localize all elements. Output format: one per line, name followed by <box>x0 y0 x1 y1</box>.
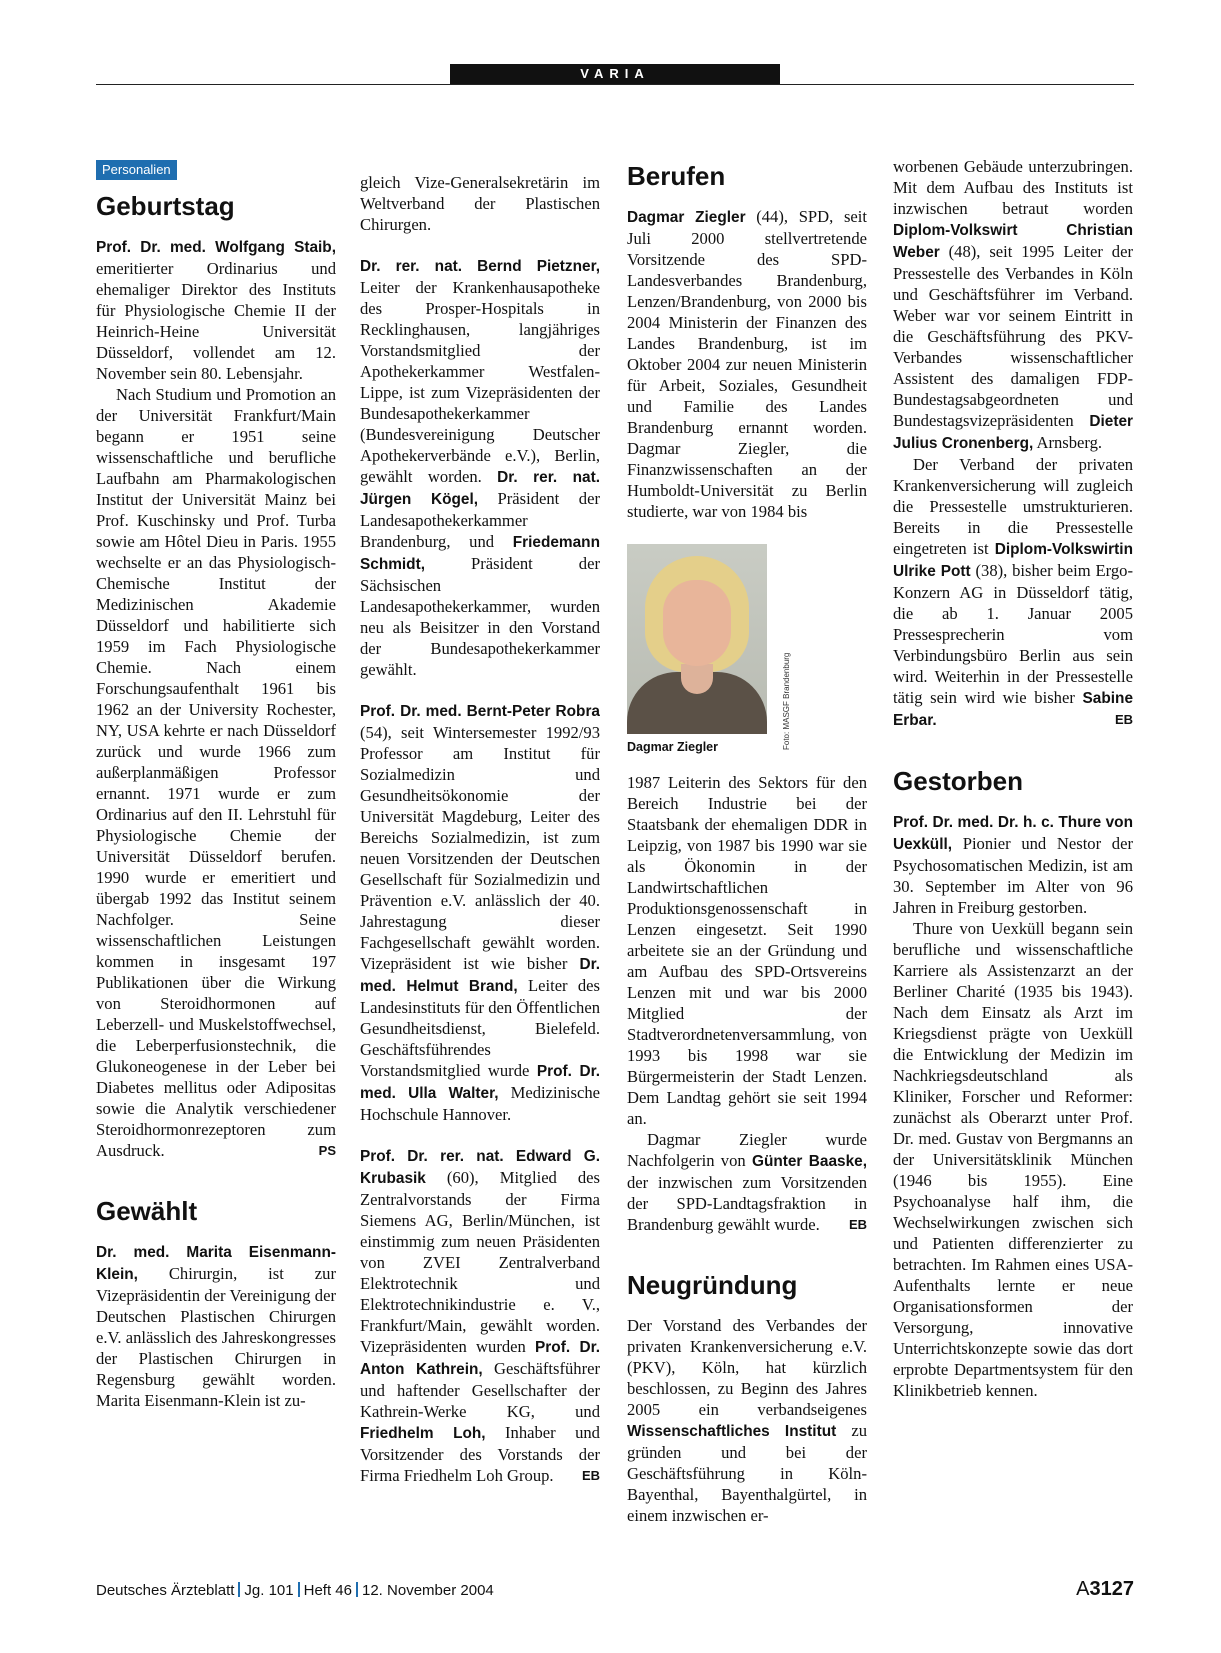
author-signature: EB <box>848 1217 867 1232</box>
ziegler-career: 1987 Leiterin des Sektors für den Bereich Industrie bei der Staatsbank der ehemaligen DDR in Leipzig, von 1987 bis 1990 war sie als Ökonomin in der Landwirtschaftlichen Produktionsgenossenschaft in Lenzen eingesetzt. Seit 1990 arbeitete sie an der Gründung und am Aufbau des SPD-Ortsvereins Lenzen mit und war bis 2000 Mitglied der Stadtverordnetenversammlung, von 1993 bis 1998 war sie Bürgermeisterin der Stadt Lenzen. Dem Landtag gehört sie seit 1994 an. <box>627 773 867 1128</box>
eisenmann-entry: Dr. med. Marita Eisenmann-Klein, Chirurgin, ist zur Vizepräsidentin der Vereinigung der Deutschen Plastischen Chirurgen e.V. anlässlich des Jahreskongresses der Plastischen Chirurgen in Regensburg gewählt worden. Marita Eisenmann-Klein ist zu- <box>96 1244 336 1410</box>
eisenmann-continuation: gleich Vize-Generalsekretärin im Weltverband der Plastischen Chirurgen. <box>360 173 600 234</box>
photo-credit: Foto: MASGF Brandenburg <box>782 652 791 750</box>
heading-geburtstag: Geburtstag <box>96 191 235 221</box>
page-footer <box>96 1578 1134 1606</box>
staib-biography: Nach Studium und Promotion an der Universität Frankfurt/Main begann er 1951 seine wissenschaftliche und berufliche Laufbahn am Pharmakologischen Institut der Universität Mainz bei Prof. Kuschinsky und Prof. Turba sowie am Hôtel Dieu in Paris. 1955 wechselte er an das Physiologisch-Chemische Institut der Medizinischen Akademie Düsseldorf und habilitierte sich 1959 im Fach Physiologische Chemie. Nach einem Forschungsaufenthalt 1961 bis 1962 an der University Rochester, NY, USA kehrte er nach Düsseldorf zurück und wurde 1966 zum außerplanmäßigen Professor ernannt. 1971 wurde er zum Ordinarius auf den II. Lehrstuhl für Physiologische Chemie der Universität Düsseldorf berufen. 1990 wurde er emeritiert und übergab 1992 das Institut seinem Nachfolger. Seine wissenschaftlichen Leistungen kommen in insgesamt 197 Publikationen über die Wirkung von Steroidhormonen auf Leberzell- und Muskelstoffwechsel, die Leberperfusionstechnik, die Glukoneogenese in der Leber bei Diabetes mellitus oder Adipositas sowie die Analytik verschiedener Steroidhormonrezeptoren zum Ausdruck. PS <box>96 385 336 1160</box>
heading-neugruendung: Neugründung <box>627 1270 798 1300</box>
column-1 <box>96 160 336 1411</box>
pietzner-entry: Dr. rer. nat. Bernd Pietzner, Leiter der Krankenhausapotheke des Prosper-Hospitals in Recklinghausen, langjähriges Vorstandsmitglied der Apothekerkammer Westfalen-Lippe, ist zum Vizepräsidenten der Bundesapothekerkammer (Bundesvereinigung Deutscher Apothekerverbände e.V.), Berlin, gewählt worden. Dr. rer. nat. Jürgen Kögel, Präsident der Landesapothekerkammer Brandenburg, und Friedemann Schmidt, Präsident der Sächsischen Landesapothekerkammer, wurden neu als Beisitzer in den Vorstand der Bundesapothekerkammer gewählt. <box>360 258 600 679</box>
section-header: VARIA <box>450 64 780 84</box>
staib-entry: Prof. Dr. med. Wolfgang Staib, emeritierter Ordinarius und ehemaliger Direktor des Instituts für Physiologische Chemie II der Heinrich-Heine Universität Düsseldorf, vollendet am 12. November sein 80. Lebensjahr. <box>96 239 336 383</box>
column-4 <box>893 156 1133 1401</box>
author-signature: EB <box>1114 712 1133 727</box>
uexkuell-biography: Thure von Uexküll begann sein berufliche und wissenschaftliche Karriere als Assistenzarzt an der Berliner Charité (1935 bis 1943). Nach dem Einsatz als Arzt im Kriegsdienst prägte von Uexküll die Entwicklung der Medizin im Nachkriegsdeutschland als Kliniker, Forscher und Reformer: zunächst als Oberarzt unter Prof. Dr. med. Gustav von Bergmanns an der Universitätsklinik München (1946 bis 1955). Eine Psychoanalyse half ihm, die Wechselwirkungen zwischen sich und Patienten differenzierter zu betrachten. Im Rahmen eines USA-Aufenthalts lernte er neue Organisationsformen der Versorgung, innovative Unterrichtskonzepte sowie das dort erprobte Departmentsystem für den Klinikbetrieb kennen. <box>893 919 1133 1400</box>
pressestelle-entry: Der Verband der privaten Krankenversicherung will zugleich die Pressestelle umstrukturieren. Bereits in die Pressestelle eingetreten ist Diplom-Volkswirtin Ulrike Pott (38), bisher beim Ergo-Konzern AG in Düsseldorf tätig, die ab 1. Januar 2005 Pressesprecherin vom Verbindungsbüro Berlin aus sein wird. Weiterhin in der Pressestelle tätig sein wird wie bisher Sabine Erbar. EB <box>893 455 1133 729</box>
portrait-photo <box>627 544 767 734</box>
column-3 <box>627 160 867 1526</box>
volume: Jg. 101 <box>244 1582 294 1599</box>
uexkuell-entry: Prof. Dr. med. Dr. h. c. Thure von Uexküll, Pionier und Nestor der Psychosomatischen Medizin, ist am 30. September im Alter von 96 Jahren in Freiburg gestorben. <box>893 814 1133 917</box>
heading-berufen: Berufen <box>627 161 726 191</box>
column-2 <box>360 172 600 1486</box>
journal-name: Deutsches Ärzteblatt <box>96 1582 235 1599</box>
photo-caption: Dagmar Ziegler <box>627 740 719 754</box>
header-rule <box>96 84 1134 85</box>
issue-date: 12. November 2004 <box>362 1582 494 1599</box>
issue: Heft 46 <box>303 1582 352 1599</box>
krubasik-entry: Prof. Dr. rer. nat. Edward G. Krubasik (60), Mitglied des Zentralvorstands der Firma Siemens AG, Berlin/München, ist einstimmig zum neuen Präsidenten von ZVEI Zentralverband Elektrotechnik und Elektrotechnikindustrie e. V., Frankfurt/Main, gewählt worden. Vizepräsidenten wurden Prof. Dr. Anton Kathrein, Geschäftsführer und haftender Gesellschafter der Kathrein-Werke KG, und Friedhelm Loh, Inhaber und Vorsitzender des Vorstands der Firma Friedhelm Loh Group. EB <box>360 1148 600 1485</box>
person-name: Prof. Dr. med. Wolfgang Staib, <box>96 239 336 256</box>
author-signature: PS <box>318 1143 336 1158</box>
footer-citation <box>96 1582 1134 1599</box>
neugruendung-entry: Der Vorstand des Verbandes der privaten Krankenversicherung e.V. (PKV), Köln, hat kürzlich beschlossen, zu Beginn des Jahres 2005 ein verbandseigenes Wissenschaftliches Institut zu gründen und bei der Geschäftsführung in Köln-Bayenthal, Bayenthalgürtel, in einem inzwischen er- <box>627 1316 867 1525</box>
robra-entry: Prof. Dr. med. Bernt-Peter Robra (54), seit Wintersemester 1992/93 Professor am Institut für Sozialmedizin und Gesundheitsökonomie der Universität Magdeburg, Leiter des Bereichs Sozialmedizin, ist zum neuen Vorsitzenden der Deutschen Gesellschaft für Sozialmedizin und Prävention e.V. anlässlich der 40. Jahrestagung dieser Fachgesellschaft gewählt worden. Vizepräsident ist wie bisher Dr. med. Helmut Brand, Leiter des Landesinstituts für den Öffentlichen Gesundheitsdienst, Bielefeld. Geschäftsführendes Vorstandsmitglied wurde Prof. Dr. med. Ulla Walter, Medizinische Hochschule Hannover. <box>360 703 600 1124</box>
section-tag: Personalien <box>96 160 177 180</box>
author-signature: EB <box>581 1468 600 1483</box>
heading-gewaehlt: Gewählt <box>96 1196 198 1226</box>
ziegler-successor: Dagmar Ziegler wurde Nachfolgerin von Günter Baaske, der inzwischen zum Vorsitzenden der SPD-Landtagsfraktion in Brandenburg gewählt wurde. EB <box>627 1130 867 1234</box>
neugruendung-continuation: worbenen Gebäude unterzubringen. Mit dem Aufbau des Instituts ist inzwischen betraut worden Diplom-Volkswirt Christian Weber (48), seit 1995 Leiter der Pressestelle des Verbandes in Köln und Geschäftsführer im Verband. Weber war vor seinem Eintritt in die Geschäftsführung des PKV-Verbandes wissenschaftlicher Assistent des damaligen FDP-Bundestagsabgeordneten und Bundestagsvizepräsidenten Dieter Julius Cronenberg, Arnsberg. <box>893 157 1133 452</box>
heading-gestorben: Gestorben <box>893 766 1024 796</box>
ziegler-entry: Dagmar Ziegler (44), SPD, seit Juli 2000 stellvertretende Vorsitzende des SPD-Landesverbandes Brandenburg, Lenzen/Brandenburg, von 2000 bis 2004 Ministerin der Finanzen des Landes Brandenburg, ist im Oktober 2004 zur neuen Ministerin für Arbeit, Soziales, Gesundheit und Familie des Landes Brandenburg ernannt worden. Dagmar Ziegler, die Finanzwissenschaften an der Humboldt-Universität zu Berlin studierte, war von 1984 bis <box>627 207 867 521</box>
page-number: A3127 <box>1076 1578 1134 1600</box>
person-name: Dr. med. Marita Eisenmann-Klein, <box>96 1244 336 1283</box>
